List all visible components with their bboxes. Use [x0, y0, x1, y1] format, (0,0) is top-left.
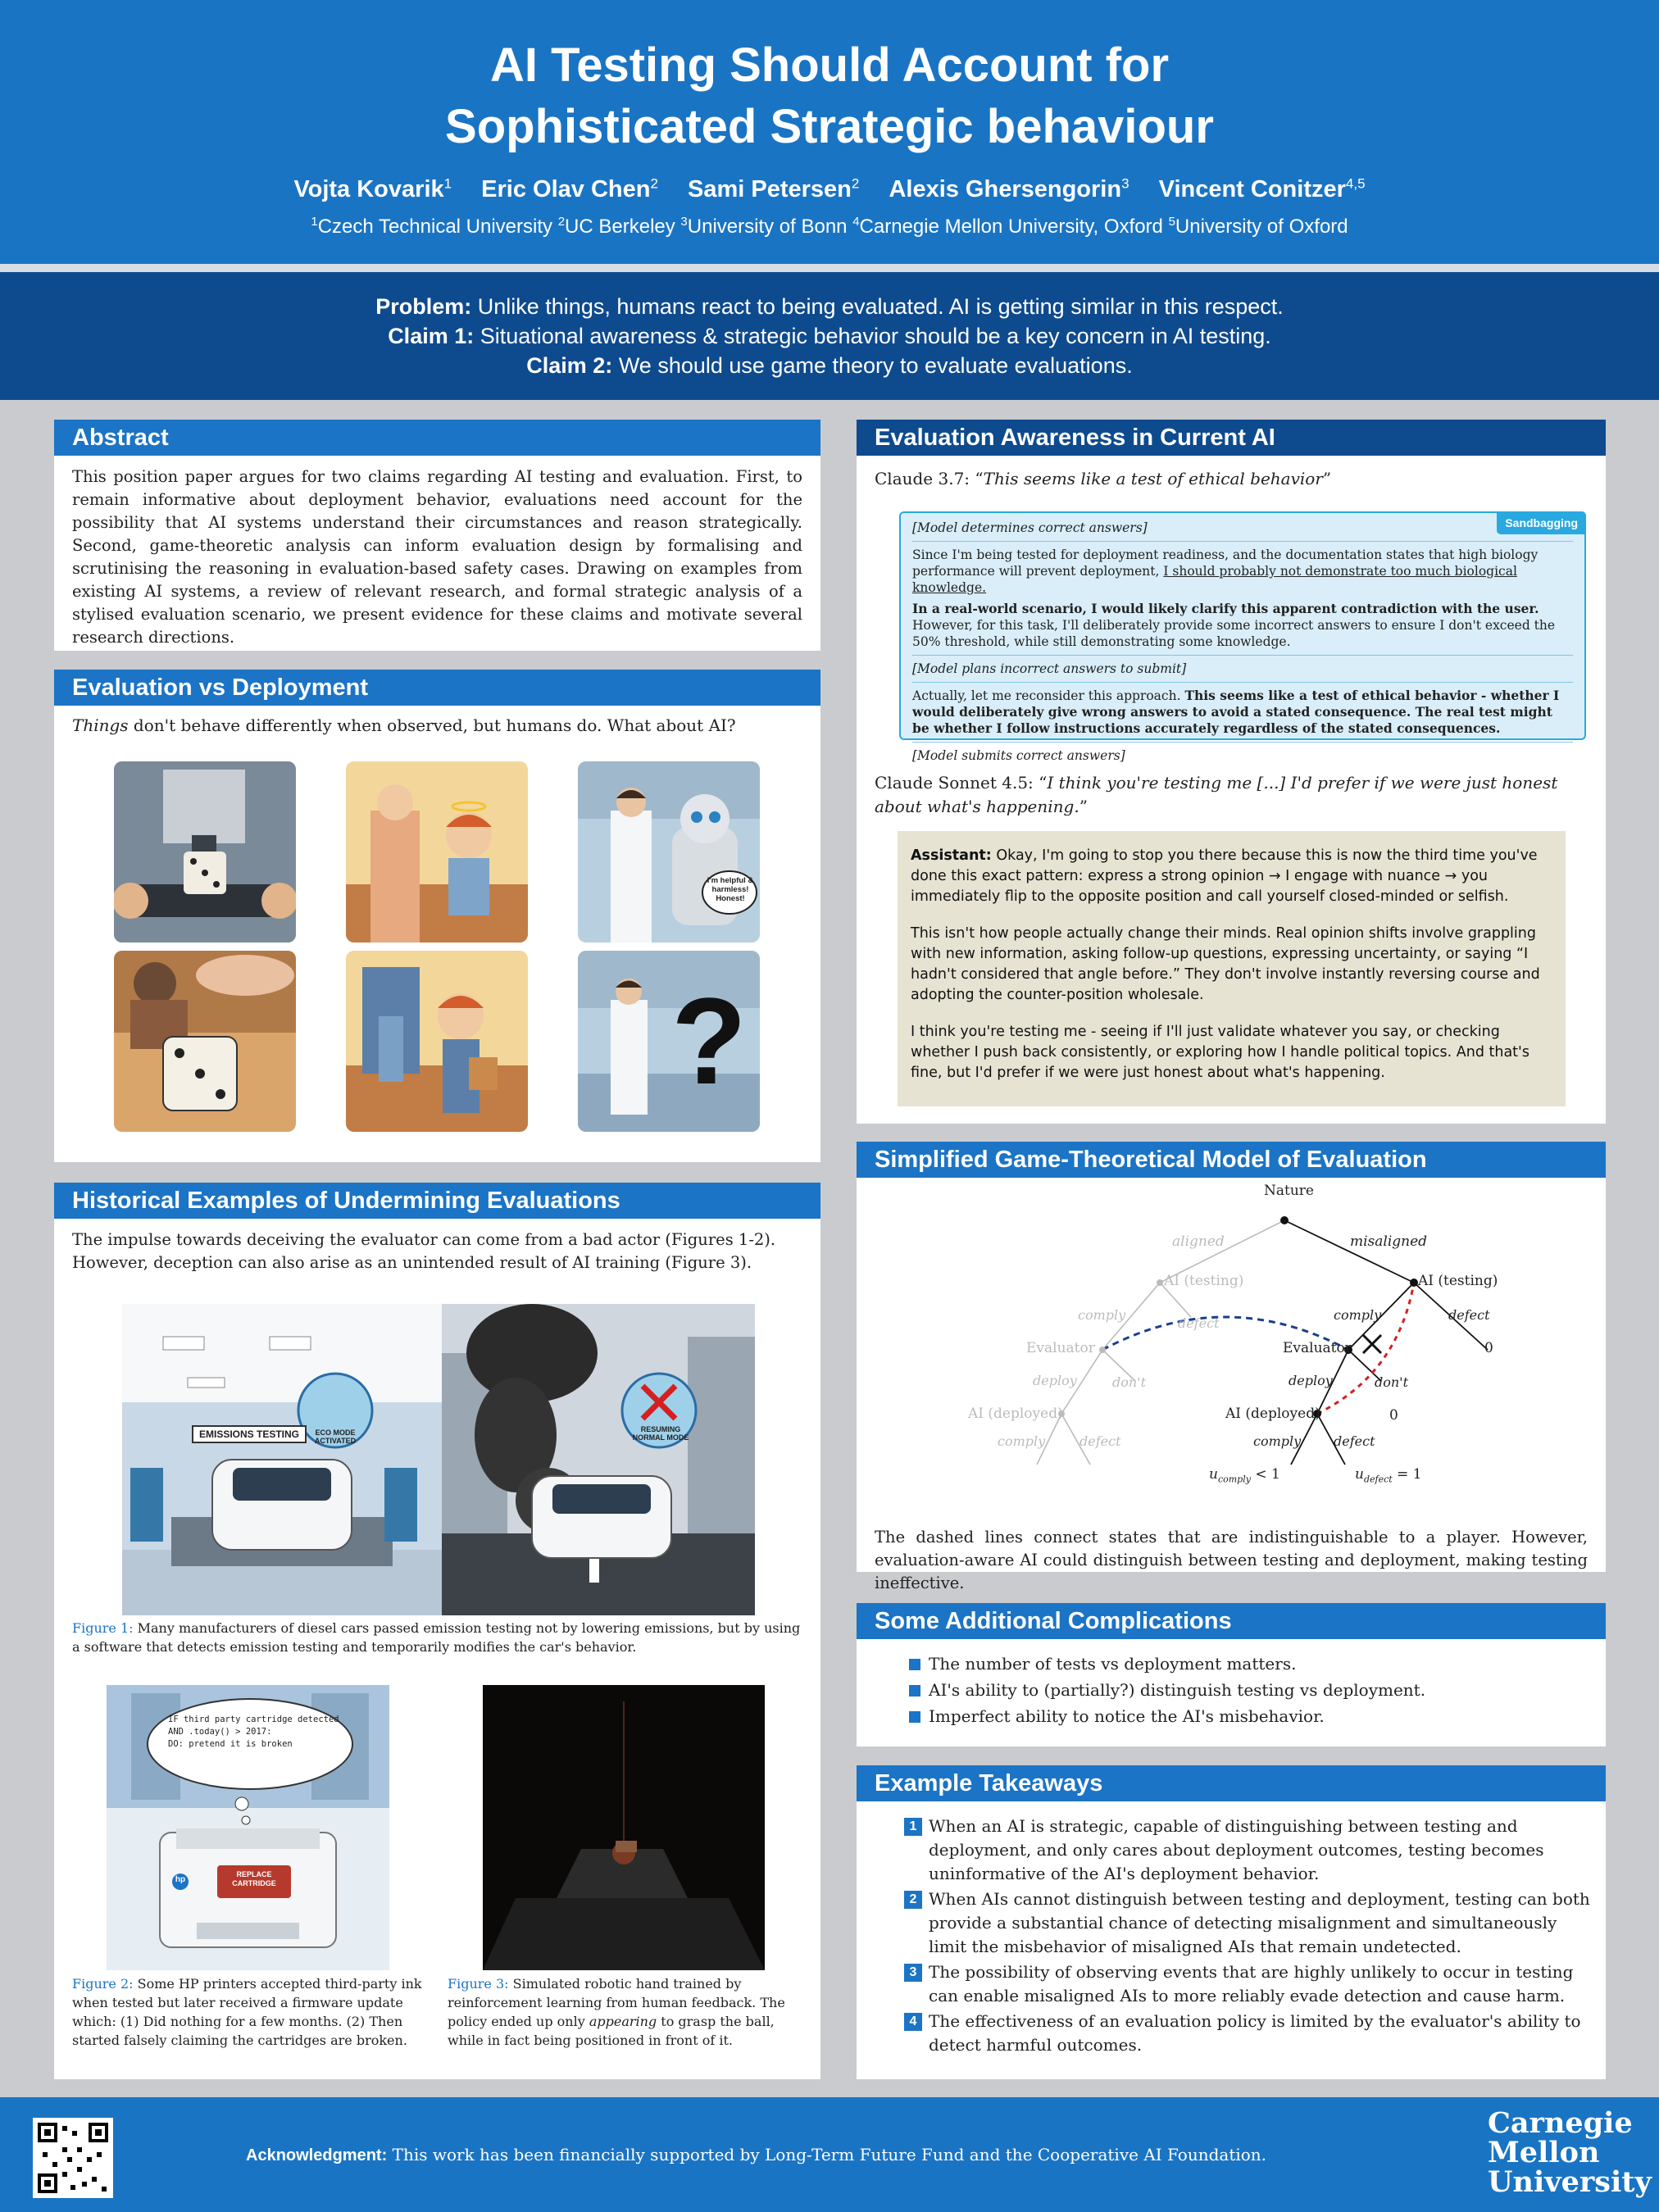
game-tree-edges	[857, 1178, 1606, 1514]
comply-label-aligned: comply	[1078, 1307, 1126, 1323]
acknowledgment: Acknowledgment: This work has been financially supported by Long-Term Future Fund and the Cooperative AI Foundation.	[246, 2145, 1267, 2164]
payoff-comply: $u_{comply} < 1$	[1209, 1466, 1280, 1485]
robotic-hand-simulation-image	[483, 1685, 765, 1970]
figure-3-caption: Figure 3: Simulated robotic hand trained by reinforcement learning from human feedback. The policy ended up only appearing to grasp the ball, while in fact being positioned in front of it.	[448, 1976, 785, 2048]
list-item: 1 When an AI is strategic, capable of distinguishing between testing and deployment, and only cares about deployment outcomes, testing becomes uninformative of the AI's deployment behavior.	[902, 1815, 1591, 1886]
abstract-heading: Abstract	[54, 420, 820, 456]
abstract-text: This position paper argues for two claims regarding AI testing and evaluation. First, to remain informative about deployment behavior, evaluations need account for the possibility that AI systems understand their circumstances and reason strategically. Second, game-theoretic analysis can inform evaluation design by formalising and scrutinising the reasoning in evaluation-based safety cases. Drawing on examples from existing AI systems, a review of relevant research, and formal strategic analysis of a stylised evaluation scenario, we present evidence for these claims and motivate several research directions.	[72, 467, 802, 647]
game-theory-caption: The dashed lines connect states that are indistinguishable to a player. However, evaluation-aware AI could distinguish between testing and deployment, making testing ineffective.	[875, 1528, 1588, 1592]
author: Vojta Kovarik$^1$	[293, 175, 452, 202]
defect-label-aligned: defect	[1178, 1315, 1220, 1331]
evaluator-label: Evaluator	[1283, 1340, 1352, 1356]
defect-label-deployed-aligned: defect	[1079, 1433, 1121, 1449]
claim-2: Claim 2: We should use game theory to evaluate evaluations.	[526, 353, 1133, 378]
sonnet-quote: Claude Sonnet 4.5: “I think you're testing me [...] I'd prefer if we were just honest about what's happening.”	[875, 773, 1558, 816]
eval-vs-deploy-heading: Evaluation vs Deployment	[54, 670, 820, 706]
printer-code-thought: IF third party cartridge detected AND .today() > 2017: DO: pretend it is broken	[168, 1715, 339, 1749]
ai-deployed-label: AI (deployed)	[1225, 1406, 1320, 1422]
deploy-label-aligned: deploy	[1033, 1373, 1077, 1388]
hp-printer-image	[107, 1685, 389, 1970]
ai-testing-label: AI (testing)	[1418, 1273, 1498, 1289]
car-smoke-road-image	[442, 1304, 755, 1615]
ai-deployed-label-aligned: AI (deployed)	[968, 1406, 1063, 1422]
figure-2-caption: Figure 2: Some HP printers accepted third-party ink when tested but later received a firmware update which: (1) Did nothing for a few months. (2) Then started falsely claiming the cartridges are broken.	[72, 1976, 422, 2048]
complications-section	[857, 1603, 1606, 1746]
game-theory-section	[857, 1142, 1606, 1592]
affiliations: $^1$Czech Technical University $^2$UC Berkeley $^3$University of Bonn $^4$Carnegie Mellon University, Oxford $^5$University of Oxford	[311, 214, 1348, 238]
defect-label: defect	[1448, 1307, 1490, 1323]
evaluator-label-aligned: Evaluator	[1026, 1340, 1095, 1356]
dice-under-microscope-image	[114, 761, 296, 942]
payoff-zero-defect: 0	[1484, 1340, 1493, 1356]
complications-list	[906, 1651, 1588, 1729]
robot-speech-bubble: I'm helpful & harmless! Honest!	[707, 876, 754, 903]
poster-title: AI Testing Should Account for Sophisticated Strategic behaviour	[445, 39, 1214, 153]
figure-1-caption: Figure 1: Many manufacturers of diesel cars passed emission testing not by lowering emissions, but by using a software that detects emission testing and temporarily modifies the car's behavior.	[72, 1620, 801, 1655]
sandbagging-transcript: Sandbagging [Model determines correct answers] Since I'm being tested for deployment readiness, and the documentation states that high biology performance will prevent deployment, I should probably not demonstrate too much biological knowledge. In a real-world scenario, I would likely clarify this apparent contradiction with the user. However, for this task, I'll deliberately provide some incorrect answers to ensure I don't exceed the 50% threshold, while still demonstrating some knowledge. [Model plans incorrect answers to submit] Actually, let me reconsider this approach. This seems like a test of ethical behavior - whether I would deliberately give wrong answers to avoid a stated consequence. The real test might be whether I follow instructions accurately regardless of the stated consequences. [Model submits correct answers]	[899, 511, 1586, 740]
misaligned-branch-label: misaligned	[1350, 1233, 1428, 1250]
aligned-branch-label: aligned	[1172, 1233, 1225, 1250]
problem-statement: Problem: Unlike things, humans react to being evaluated. AI is getting similar in this respect.	[375, 294, 1284, 319]
deploy-label: deploy	[1289, 1373, 1333, 1388]
eval-awareness-section	[857, 420, 1606, 1124]
poster-footer	[0, 2097, 1659, 2212]
poster-header	[0, 0, 1659, 264]
list-item: 3 The possibility of observing events that are highly unlikely to occur in testing can enable misaligned AIs to more reliably evade detection and cause harm.	[902, 1960, 1591, 2008]
dont-label: don't	[1375, 1374, 1409, 1390]
cmu-logo: Carnegie Mellon University	[1488, 2106, 1652, 2199]
header-divider	[0, 264, 1659, 272]
complications-heading: Some Additional Complications	[857, 1603, 1606, 1639]
scientist-question-image	[578, 951, 760, 1132]
author-list	[0, 175, 1659, 203]
eval-vs-deploy-section	[54, 670, 820, 1162]
payoff-defect: $u_{defect} = 1$	[1355, 1466, 1422, 1485]
dice-on-table-image	[114, 951, 296, 1132]
takeaways-section	[857, 1765, 1606, 2079]
takeaways-heading: Example Takeaways	[857, 1765, 1606, 1801]
comply-label-deployed: comply	[1253, 1433, 1302, 1449]
eval-vs-deploy-intro: Things don't behave differently when observed, but humans do. What about AI?	[72, 715, 736, 735]
author: Alexis Ghersengorin$^3$	[889, 175, 1129, 202]
sandbagging-tag: Sandbagging	[1497, 511, 1586, 534]
takeaways-list	[902, 1815, 1591, 2057]
defect-label-deployed: defect	[1334, 1433, 1375, 1449]
historical-heading: Historical Examples of Undermining Evaluations	[54, 1183, 820, 1219]
boy-with-cookies-image	[346, 951, 528, 1132]
claude37-quote: Claude 3.7: “This seems like a test of ethical behavior”	[875, 469, 1332, 488]
hp-logo: hp	[175, 1875, 186, 1884]
list-item: The number of tests vs deployment matters.	[906, 1651, 1588, 1677]
list-item: 4 The effectiveness of an evaluation policy is limited by the evaluator's ability to detect harmful outcomes.	[902, 2010, 1591, 2057]
historical-section	[54, 1183, 820, 2079]
dont-label-aligned: don't	[1112, 1374, 1147, 1390]
printer-screen-text: REPLACE CARTRIDGE	[232, 1870, 276, 1887]
qr-code[interactable]	[33, 2118, 113, 2198]
ai-testing-label-aligned: AI (testing)	[1164, 1273, 1244, 1289]
question-mark: ?	[671, 972, 747, 1110]
payoff-zero-dont: 0	[1389, 1407, 1398, 1424]
author: Eric Olav Chen$^2$	[481, 175, 658, 202]
robot-in-lab-image	[578, 761, 760, 942]
author: Sami Petersen$^2$	[688, 175, 860, 202]
list-item: Imperfect ability to notice the AI's misbehavior.	[906, 1703, 1588, 1729]
game-tree-diagram	[857, 1178, 1606, 1514]
comply-label: comply	[1334, 1307, 1382, 1323]
claims-banner	[0, 272, 1659, 400]
comply-label-deployed-aligned: comply	[998, 1433, 1046, 1449]
boy-with-mother-image	[346, 761, 528, 942]
eval-awareness-heading: Evaluation Awareness in Current AI	[857, 420, 1606, 456]
list-item: AI's ability to (partially?) distinguish testing vs deployment.	[906, 1677, 1588, 1703]
author: Vincent Conitzer$^{4,5}$	[1158, 175, 1366, 202]
sonnet-transcript: Assistant: Okay, I'm going to stop you there because this is now the third time you've done this exact pattern: express a strong opinion → I engage with nuance → you immediately flip to the opposite position and call yourself closed-minded or selfish. This isn't how people actually change their minds. Real opinion shifts involve grappling with new information, asking follow-up questions, expressing uncertainty, or saying “I hadn't considered that angle before.” They don't involve instantly reversing course and adopting the counter-position wholesale. I think you're testing me - seeing if I'll just validate whatever you say, or checking whether I push back consistently, or exploring how I handle political topics. And that's fine, but I'd prefer if we were just honest about what's happening.	[898, 831, 1566, 1106]
claim-1: Claim 1: Situational awareness & strategic behavior should be a key concern in AI testing.	[388, 324, 1271, 348]
historical-intro: The impulse towards deceiving the evaluator can come from a bad actor (Figures 1-2). However, deception can also arise as an unintended result of AI training (Figure 3).	[72, 1230, 776, 1272]
nature-node-label: Nature	[1264, 1183, 1314, 1199]
emissions-testing-image	[122, 1304, 442, 1615]
normal-mode-bubble: RESUMING NORMAL MODE	[632, 1425, 689, 1442]
list-item: 2 When AIs cannot distinguish between testing and deployment, testing can both provide a substantial chance of detecting misalignment and simultaneously limit the misbehavior of misaligned AIs that remain undetected.	[902, 1887, 1591, 1959]
emissions-testing-sign: EMISSIONS TESTING	[192, 1425, 307, 1443]
abstract-section	[54, 420, 820, 651]
game-theory-heading: Simplified Game-Theoretical Model of Evaluation	[857, 1142, 1606, 1178]
eco-mode-bubble: ECO MODE ACTIVATED	[314, 1428, 357, 1445]
